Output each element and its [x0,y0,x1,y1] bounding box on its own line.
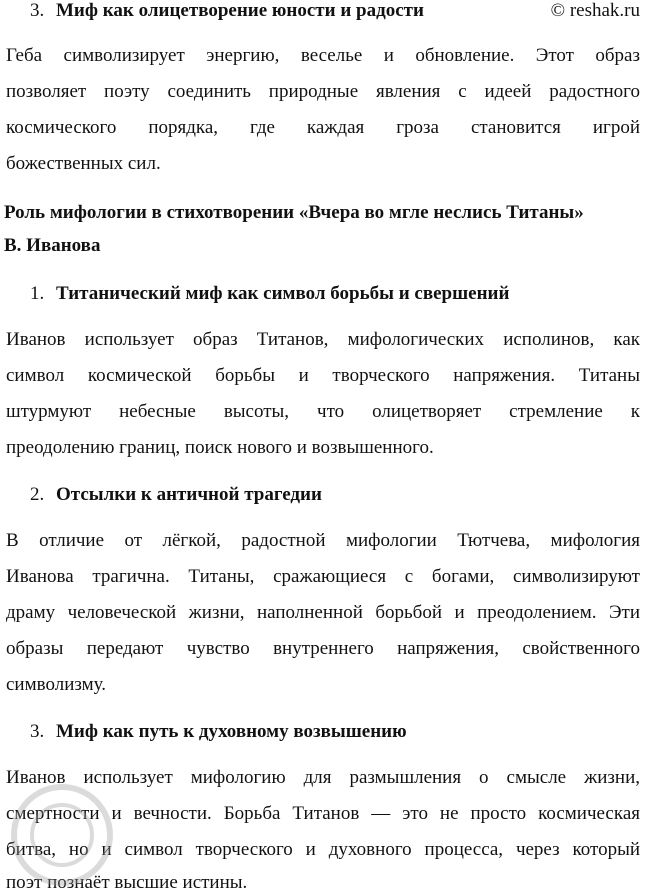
item-1-heading [30,283,509,305]
item-2-number: 2. [30,484,45,505]
item-2-heading-text: Отсылки к античной трагедии [56,484,322,505]
item-2-line: В отличие от лёгкой, радостной мифологии Тютчева, мифология [6,530,640,551]
prev-paragraph-line: божественных сил. [6,153,161,174]
item-3-number: 3. [30,721,45,742]
item-3-line: поэт познаёт высшие истины. [6,872,248,893]
item-2-line: образы передают чувство внутреннего напряжения, свойственного [6,638,640,659]
item-3-line: битва, но и символ творческого и духовного процесса, через который [6,839,640,860]
item-1-heading-text: Титанический миф как символ борьбы и свершений [56,283,510,304]
prev-heading-text: Миф как олицетворение юности и радости [56,0,424,21]
item-2-line: символизму. [6,674,106,695]
item-3-line: Иванов использует мифологию для размышления о смысле жизни, [6,767,640,788]
section-title-line-1: Роль мифологии в стихотворении «Вчера во мгле неслись Титаны» [4,202,584,223]
item-3-line: смертности и вечности. Борьба Титанов — это не просто космическая [6,803,640,824]
prev-paragraph-line: позволяет поэту соединить природные явления с идеей радостного [6,81,640,102]
item-1-line: символ космической борьбы и творческого напряжения. Титаны [6,365,640,386]
prev-paragraph-line: космического порядка, где каждая гроза становится игрой [6,117,640,138]
item-1-number: 1. [30,283,45,304]
item-2-line: драму человеческой жизни, наполненной борьбой и преодолением. Эти [6,602,640,623]
prev-heading-number: 3. [30,0,45,21]
item-1-line: Иванов использует образ Титанов, мифологических исполинов, как [6,329,640,350]
prev-paragraph-line: Геба символизирует энергию, веселье и обновление. Этот образ [6,45,640,66]
item-1-line: преодолению границ, поиск нового и возвышенного. [6,437,434,458]
item-3-heading-text: Миф как путь к духовному возвышению [56,721,407,742]
prev-section-heading [30,0,424,22]
watermark-stamp-icon [2,740,192,890]
watermark-ring-outer [14,787,110,883]
watermark-ring-inner [32,805,92,865]
item-1-line: штурмуют небесные высоты, что олицетворяет стремление к [6,401,640,422]
item-2-heading [30,484,322,506]
item-2-line: Иванова трагична. Титаны, сражающиеся с богами, символизируют [6,566,640,587]
watermark-top-right: © reshak.ru [550,0,640,21]
section-title-line-2: В. Иванова [4,235,101,256]
